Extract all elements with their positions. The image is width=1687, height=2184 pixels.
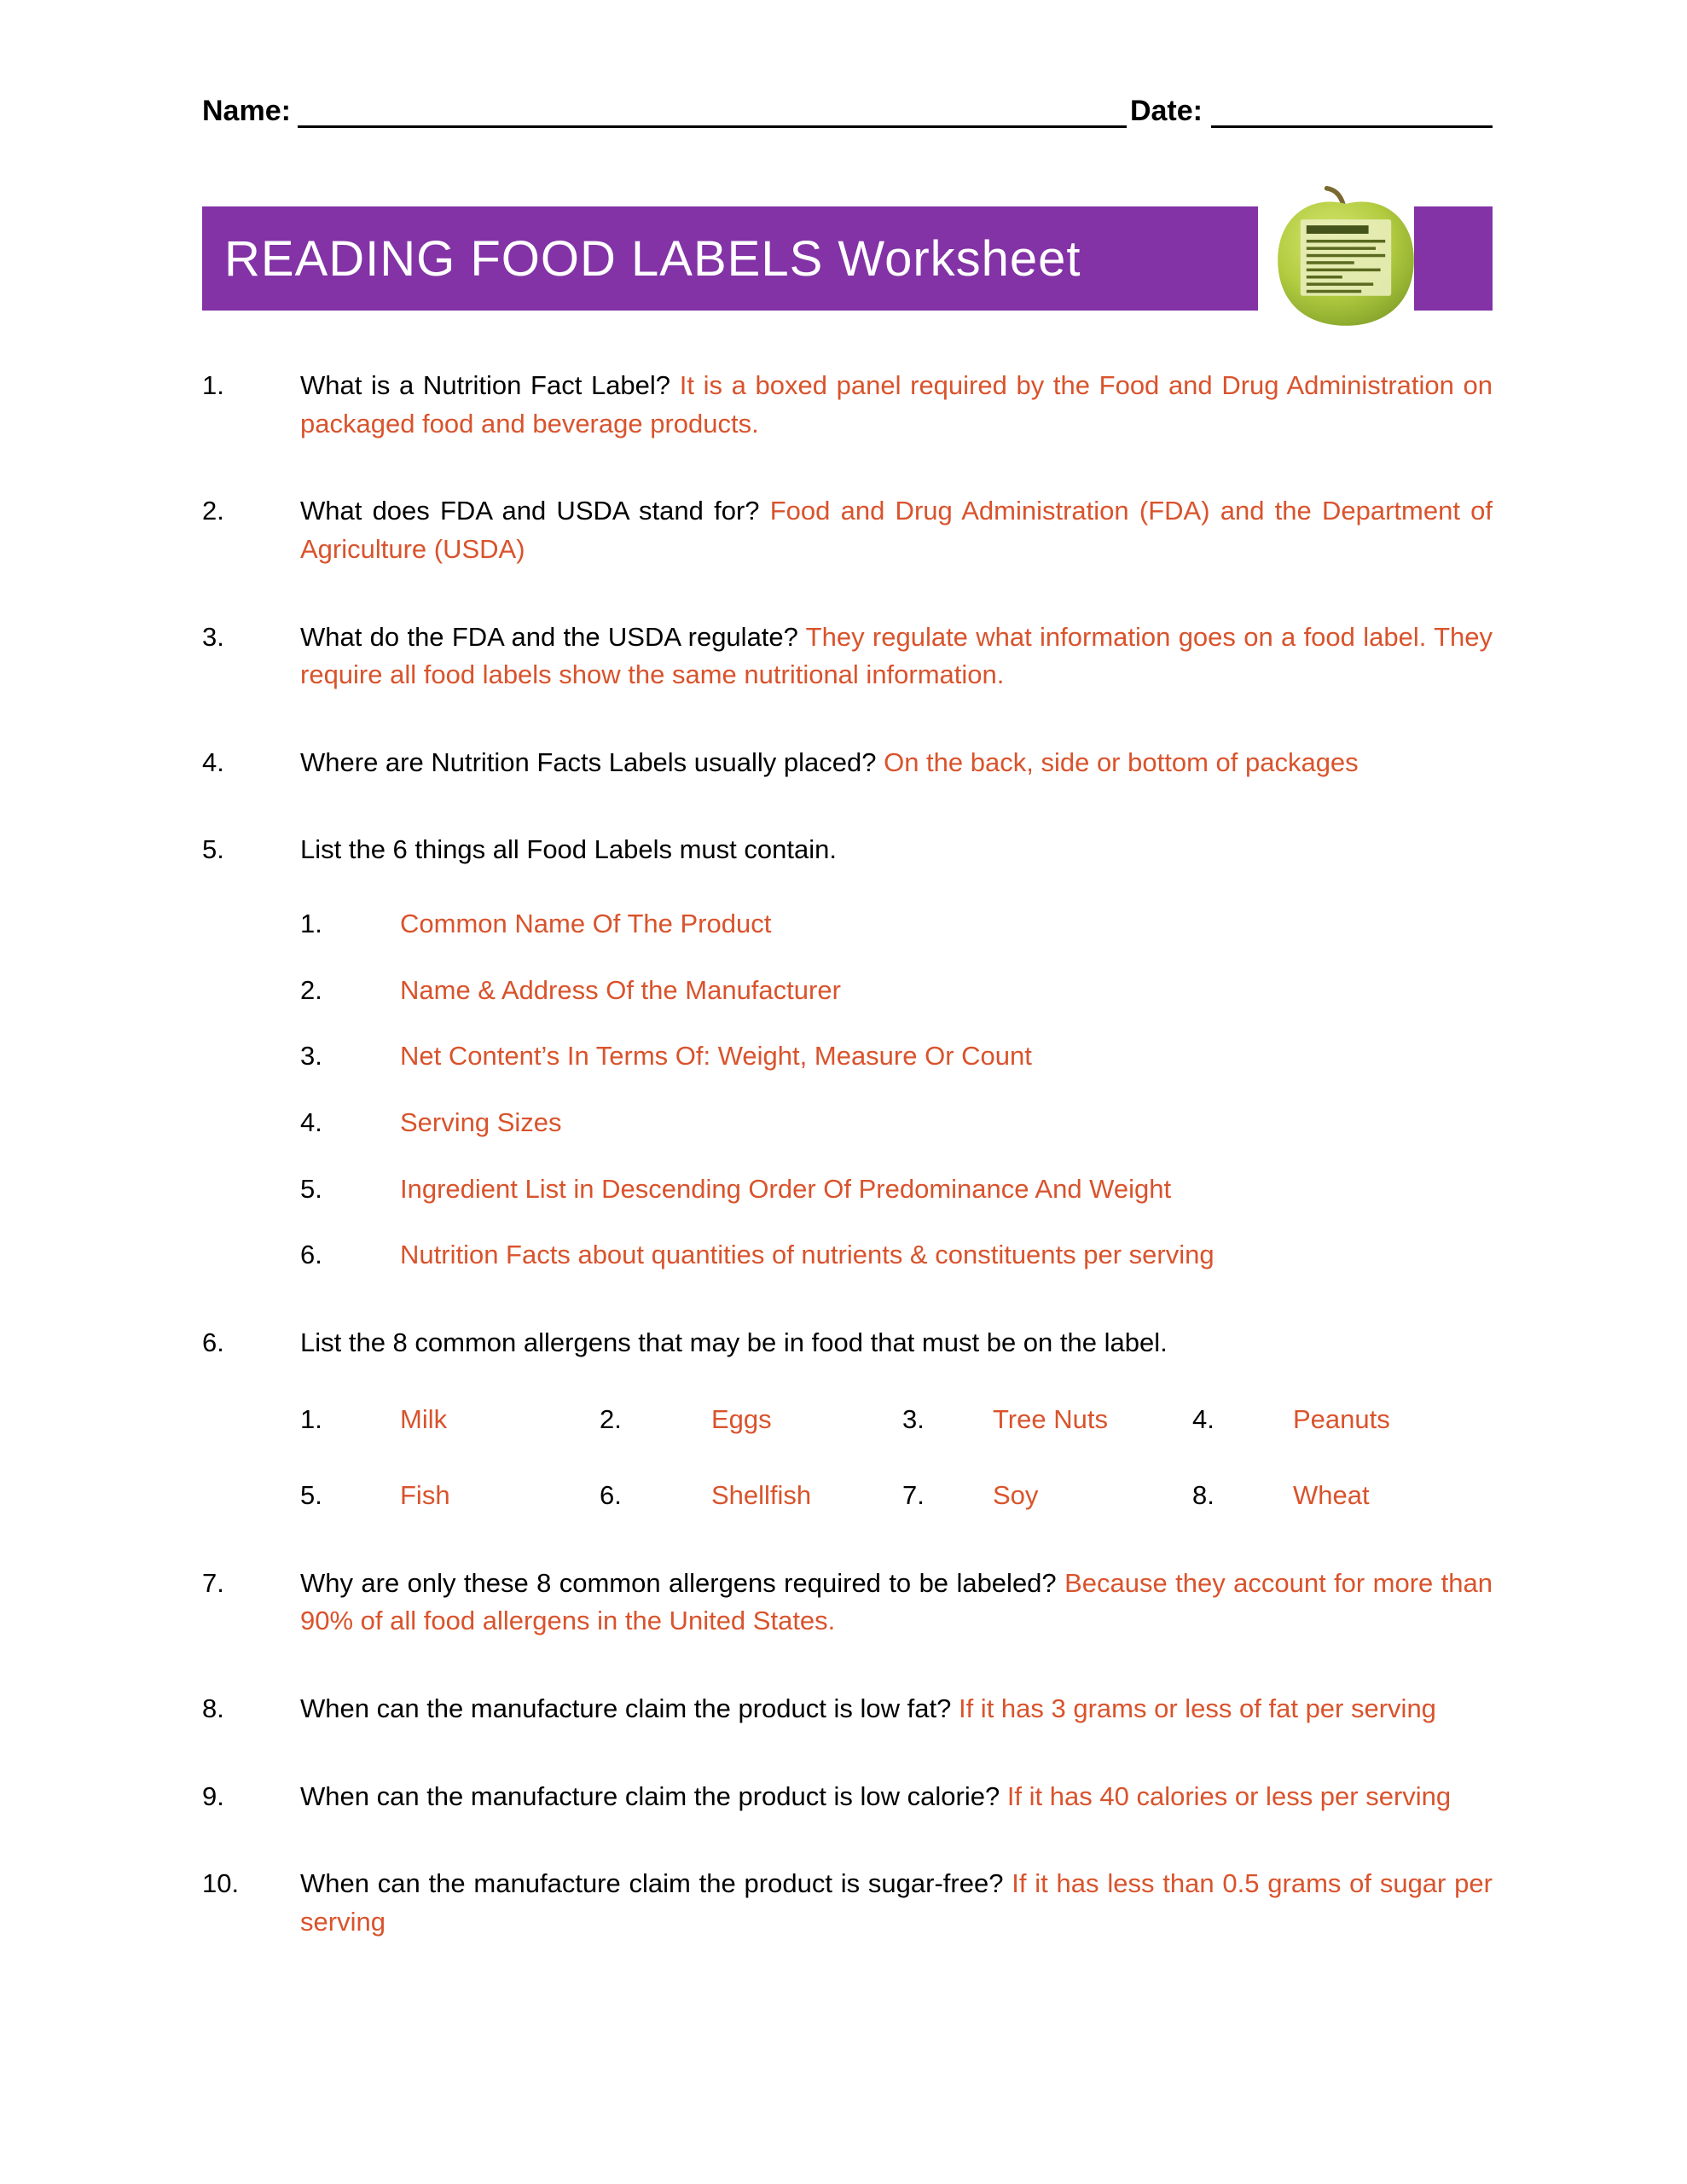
allergen-number: 4. [1192,1404,1215,1435]
allergen-number: 6. [600,1480,622,1510]
list-item-answer: Net Content’s In Terms Of: Weight, Measure Or Count [400,1041,1032,1072]
list-item-number: 2. [300,974,322,1005]
list-item [300,905,1493,944]
question-number: 3. [202,621,224,652]
allergen-answer: Soy [993,1480,1039,1510]
allergen-answer: Wheat [1293,1480,1370,1510]
question-label: What does FDA and USDA stand for? [300,496,760,526]
question-label: Why are only these 8 common allergens required to be labeled? [300,1567,1057,1598]
question-list [202,367,1493,1941]
allergen-answer: Fish [400,1480,450,1510]
question-number: 6. [202,1327,224,1357]
question-label: When can the manufacture claim the product is low fat? [300,1693,952,1723]
list-item-number: 6. [300,1240,322,1270]
list-item-number: 4. [300,1107,322,1137]
date-blank-line [1211,92,1493,128]
question-item-10 [202,1865,1493,1941]
list-item-number: 1. [300,909,322,938]
question-text [300,619,1493,694]
question-number: 9. [202,1780,224,1811]
question-label: What is a Nutrition Fact Label? [300,370,671,400]
question-number: 2. [202,496,224,526]
allergen-number: 1. [300,1404,322,1435]
allergen-answer: Eggs [711,1404,772,1435]
question-text [300,1865,1493,1941]
question-label: List the 6 things all Food Labels must contain. [300,834,837,865]
allergen-grid [300,1401,1493,1514]
list-item-answer: Nutrition Facts about quantities of nutrients & constituents per serving [400,1240,1215,1270]
list-item-answer: Serving Sizes [400,1107,562,1137]
question-item-8 [202,1690,1493,1728]
allergen-number: 7. [902,1480,925,1510]
list-item-number: 5. [300,1173,322,1204]
answer-text: If it has less than 0.5 grams of sugar per serving [300,1868,1493,1937]
question-number: 1. [202,370,224,400]
question-text [300,1324,1493,1515]
question-number: 10. [202,1868,240,1899]
list-item [300,1236,1493,1275]
allergen-answer: Peanuts [1293,1404,1390,1435]
allergen-answer: Milk [400,1404,448,1435]
list-item [300,1037,1493,1076]
list-item [300,1104,1493,1142]
name-label: Name: [202,95,291,127]
allergen-number: 5. [300,1480,322,1510]
banner-accent-square [1414,206,1493,311]
food-label-requirements-list [300,905,1493,1275]
question-item-9 [202,1778,1493,1816]
question-number: 5. [202,834,224,865]
answer-text: If it has 40 calories or less per serving [1006,1780,1452,1811]
list-item [300,1170,1493,1209]
question-label: When can the manufacture claim the product is low calorie? [300,1780,1000,1811]
answer-text: Food and Drug Administration (FDA) and the Department of Agriculture (USDA) [300,496,1493,564]
list-item-answer: Ingredient List in Descending Order Of Predominance And Weight [400,1173,1172,1204]
answer-text: They regulate what information goes on a food label. They require all food labels show the same nutritional information. [300,621,1493,690]
list-item-answer: Name & Address Of the Manufacturer [400,974,841,1005]
question-label: List the 8 common allergens that may be in food that must be on the label. [300,1327,1168,1357]
question-label: When can the manufacture claim the product is sugar-free? [300,1868,1004,1899]
list-item-number: 3. [300,1041,322,1072]
allergen-answer: Tree Nuts [993,1404,1108,1435]
question-number: 7. [202,1567,224,1598]
question-label: Where are Nutrition Facts Labels usually placed? [300,746,877,777]
name-blank-line [298,92,1127,128]
question-number: 4. [202,746,224,777]
question-item-6 [202,1324,1493,1515]
question-text [300,492,1493,568]
allergen-number: 3. [902,1404,925,1435]
question-number: 8. [202,1693,224,1723]
answer-text: On the back, side or bottom of packages [884,746,1359,777]
question-text [300,1565,1493,1641]
question-item-3 [202,619,1493,694]
allergen-number: 8. [1192,1480,1215,1510]
list-item-answer: Common Name Of The Product [400,909,772,938]
page-title: READING FOOD LABELS Worksheet [202,206,1258,311]
title-banner [202,206,1493,311]
answer-text: It is a boxed panel required by the Food and Drug Administration on packaged food and beverage products. [300,370,1493,439]
question-item-7 [202,1565,1493,1641]
name-date-row [202,89,1493,128]
question-item-5 [202,831,1493,1274]
question-text [300,367,1493,443]
question-text [300,744,1493,782]
question-text [300,1778,1493,1816]
date-label: Date: [1129,95,1203,127]
question-label: What do the FDA and the USDA regulate? [300,621,798,652]
question-text [300,831,1493,1274]
question-item-1 [202,367,1493,443]
allergen-number: 2. [600,1404,622,1435]
question-item-2 [202,492,1493,568]
allergen-answer: Shellfish [711,1480,812,1510]
answer-text: Because they account for more than 90% of all food allergens in the United States. [300,1567,1493,1636]
answer-text: If it has 3 grams or less of fat per serving [958,1693,1436,1723]
question-item-4 [202,744,1493,782]
question-text [300,1690,1493,1728]
list-item [300,972,1493,1010]
apple-image [1267,186,1425,329]
